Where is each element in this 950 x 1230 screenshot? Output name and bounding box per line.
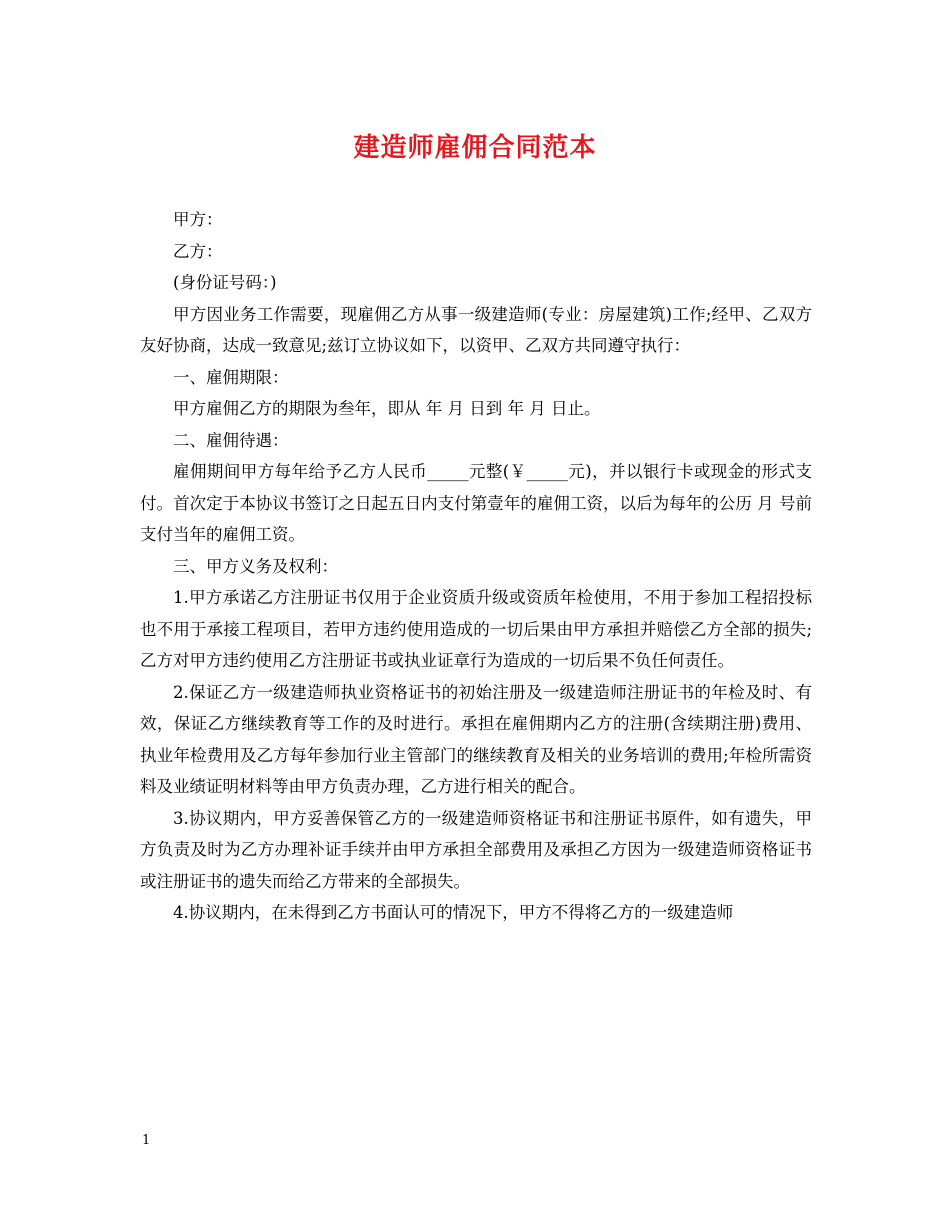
section-heading-compensation: 二、雇佣待遇： xyxy=(173,430,289,450)
section-heading-obligations: 三、甲方义务及权利： xyxy=(173,556,338,576)
page-number: 1 xyxy=(142,1133,151,1148)
document-title: 建造师雇佣合同范本 xyxy=(353,133,597,163)
paragraph-clause-1: 1.甲方承诺乙方注册证书仅用于企业资质升级或资质年检使用，不用于参加工程招投标也不用于承接工程项目，若甲方违约使用造成的一切后果由甲方承担并赔偿乙方全部的损失;乙方对甲方违约使用乙方注册证书或执业证章行为造成的一切后果不负任何责任。 xyxy=(140,588,812,670)
document-body xyxy=(140,204,812,929)
paragraph-clause-3: 3.协议期内，甲方妥善保管乙方的一级建造师资格证书和注册证书原件，如有遗失，甲方负责及时为乙方办理补证手续并由甲方承担全部费用及承担乙方因为一级建造师资格证书或注册证书的遗失而给乙方带来的全部损失。 xyxy=(140,808,812,891)
paragraph-party-b: 乙方： xyxy=(173,241,223,261)
section-heading-term: 一、雇佣期限： xyxy=(173,367,289,387)
paragraph-party-a: 甲方： xyxy=(173,210,223,229)
paragraph-clause-2: 2.保证乙方一级建造师执业资格证书的初始注册及一级建造师注册证书的年检及时、有效，保证乙方继续教育等工作的及时进行。承担在雇佣期内乙方的注册(含续期注册)费用、执业年检费用及乙方每年参加行业主管部门的继续教育及相关的业务培训的费用;年检所需资料及业绩证明材料等由甲方负责办理，乙方进行相关的配合。 xyxy=(140,682,812,796)
paragraph-preamble: 甲方因业务工作需要，现雇佣乙方从事一级建造师(专业：房屋建筑)工作;经甲、乙双方友好协商，达成一致意见;兹订立协议如下，以资甲、乙双方共同遵守执行： xyxy=(140,304,812,355)
paragraph-term: 甲方雇佣乙方的期限为叁年，即从 年 月 日到 年 月 日止。 xyxy=(173,399,601,418)
paragraph-clause-4: 4.协议期内，在未得到乙方书面认可的情况下，甲方不得将乙方的一级建造师 xyxy=(173,903,734,922)
paragraph-id-number: (身份证号码：) xyxy=(173,273,277,292)
paragraph-compensation: 雇佣期间甲方每年给予乙方人民币_____元整(￥_____元)，并以银行卡或现金的形式支付。首次定于本协议书签订之日起五日内支付第壹年的雇佣工资，以后为每年的公历 月 号前支付当年的雇佣工资。 xyxy=(140,462,812,544)
